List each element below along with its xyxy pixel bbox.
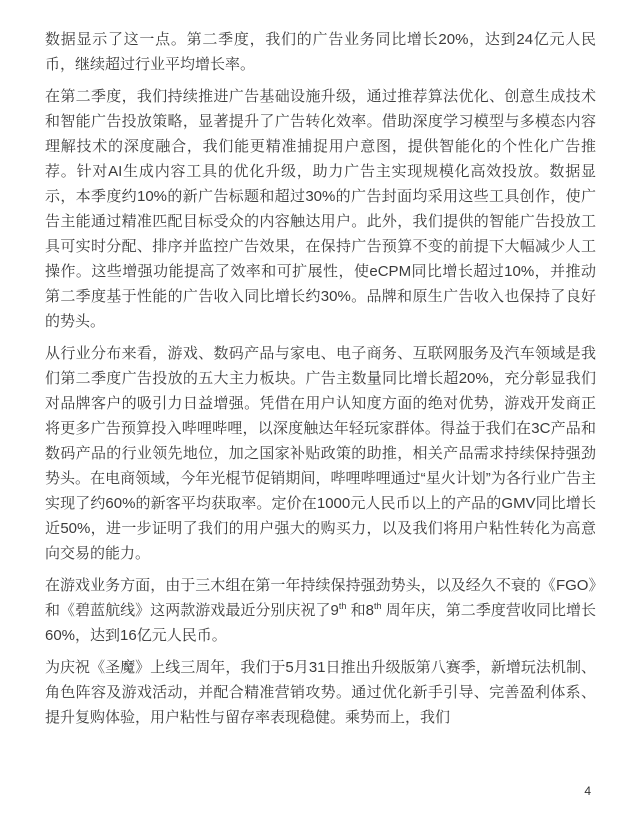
- paragraph-industry-distribution: 从行业分布来看，游戏、数码产品与家电、电子商务、互联网服务及汽车领域是我们第二季度广告投放的五大主力板块。广告主数量同比增长超20%，充分彰显我们对品牌客户的吸引力日益增强。凭借在用户认知度方面的绝对优势，游戏开发商正将更多广告预算投入哔哩哔哩，以深度触达年轻玩家群体。得益于我们在3C产品和数码产品的行业领先地位，加之国家补贴政策的助推，相关产品需求持续保持强劲势头。在电商领域，今年光棍节促销期间，哔哩哔哩通过“星火计划”为各行业广告主实现了约60%的新客平均获取率。定价在1000元人民币以上的产品的GMV同比增长近50%，进一步证明了我们的用户强大的购买力，以及我们将用户粘性转化为高意向交易的能力。: [45, 345, 596, 562]
- paragraph-game-business-text-2: 和8: [346, 602, 374, 619]
- paragraph-game-business-text-1: 在游戏业务方面，由于三木组在第一年持续保持强劲势头，以及经久不衰的《FGO》和《碧蓝航线》这两款游戏最近分别庆祝了9: [45, 577, 596, 619]
- paragraph-game-business-text-3: 周年庆，第二季度营收同比增长60%，达到16亿元人民币。: [45, 602, 597, 644]
- paragraph-ad-infrastructure: 在第二季度，我们持续推进广告基础设施升级，通过推荐算法优化、创意生成技术和智能广告投放策略，显著提升了广告转化效率。借助深度学习模型与多模态内容理解技术的深度融合，我们能更精准捕捉用户意图，提供智能化的个性化广告推荐。针对AI生成内容工具的优化升级，助力广告主实现规模化高效投放。数据显示，本季度约10%的新广告标题和超过30%的广告封面均采用这些工具创作，使广告主能通过精准匹配目标受众的内容触达用户。此外，我们提供的智能广告投放工具可实时分配、排序并监控广告效果，在保持广告预算不变的前提下大幅减少人工操作。这些增强功能提高了效率和可扩展性，使eCPM同比增长超过10%，并推动第二季度基于性能的广告收入同比增长约30%。品牌和原生广告收入也保持了良好的势头。: [45, 88, 596, 330]
- paragraph-anniversary-season: 为庆祝《圣魔》上线三周年，我们于5月31日推出升级版第八赛季，新增玩法机制、角色阵容及游戏活动，并配合精准营销攻势。通过优化新手引导、完善盈利体系、提升复购体验，用户粘性与留存率表现稳健。乘势而上，我们: [45, 659, 596, 726]
- page-number: 4: [584, 784, 591, 798]
- ordinal-superscript-8th: th: [373, 601, 382, 611]
- paragraph-game-business: [45, 573, 596, 648]
- ordinal-superscript-9th: th: [338, 601, 347, 611]
- paragraph-ad-growth: 数据显示了这一点。第二季度，我们的广告业务同比增长20%，达到24亿元人民币，继续超过行业平均增长率。: [45, 31, 596, 73]
- document-body: [45, 27, 596, 737]
